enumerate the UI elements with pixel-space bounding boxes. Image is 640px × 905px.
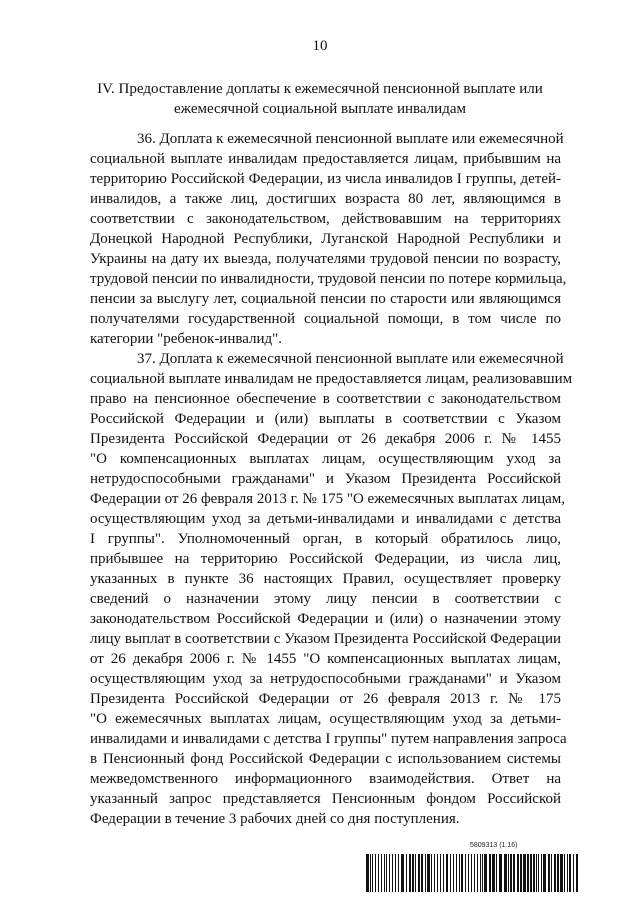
paragraph-line: пенсии за выслугу лет, социальной пенсии по старости или являющимся [90, 291, 561, 307]
paragraph-line: социальной выплате инвалидам не предоставляется лицам, реализовавшим [90, 371, 573, 387]
section-title-line: ежемесячной социальной выплате инвалидам [174, 101, 466, 117]
paragraph-line: Украины на дату их выезда, получателями трудовой пенсии по возрасту, [90, 251, 561, 267]
paragraph-line: Президента Российской Федерации от 26 декабря 2006 г. № 1455 [90, 431, 561, 447]
paragraph-line: инвалидов, а также лиц, достигших возраста 80 лет, являющимся в [90, 191, 561, 207]
paragraph-36 [90, 129, 567, 349]
paragraph-line: прибывшее на территорию Российской Федерации, из числа лиц, [90, 551, 561, 567]
document-code: 5809313 (1.16) [470, 842, 518, 849]
page-number: 10 [312, 38, 328, 54]
paragraph-line: I группы". Уполномоченный орган, в который обратилось лицо, [90, 531, 561, 547]
paragraph-line: 36. Доплата к ежемесячной пенсионной выплате или ежемесячной [137, 131, 564, 147]
paragraph-line: "О ежемесячных выплатах лицам, осуществляющим уход за детьми- [90, 711, 561, 727]
paragraph-line: Российской Федерации и (или) выплаты в соответствии с Указом [90, 411, 561, 427]
paragraph-line: инвалидами и инвалидами с детства I группы" путем направления запроса [90, 731, 567, 747]
paragraph-line: лицу выплат в соответствии с Указом Президента Российской Федерации [90, 631, 561, 647]
paragraph-line: сведений о назначении этому лицу пенсии в соответствии с [90, 591, 561, 607]
paragraph-line: соответствии с законодательством, действовавшим на территориях [90, 211, 561, 227]
paragraph-line: в Пенсионный фонд Российской Федерации с использованием системы [90, 751, 561, 767]
paragraph-line: право на пенсионное обеспечение в соответствии с законодательством [90, 391, 561, 407]
paragraph-line: 37. Доплата к ежемесячной пенсионной выплате или ежемесячной [137, 351, 564, 367]
paragraph-line: указанный запрос представляется Пенсионным фондом Российской [90, 791, 561, 807]
paragraph-line: осуществляющим уход за нетрудоспособными гражданами" и Указом [90, 671, 561, 687]
section-title-line: IV. Предоставление доплаты к ежемесячной пенсионной выплате или [97, 81, 543, 97]
paragraph-line: Президента Российской Федерации от 26 февраля 2013 г. № 175 [90, 691, 561, 707]
section-title [90, 79, 550, 119]
paragraph-line: межведомственного информационного взаимодействия. Ответ на [90, 771, 561, 787]
paragraph-line: "О компенсационных выплатах лицам, осуществляющим уход за [90, 451, 561, 467]
paragraph-line: Федерации в течение 3 рабочих дней со дня поступления. [90, 811, 460, 827]
paragraph-line: Донецкой Народной Республики, Луганской Народной Республики и [90, 231, 561, 247]
paragraph-line: законодательством Российской Федерации и (или) о назначении этому [90, 611, 561, 627]
paragraph-line: трудовой пенсии по инвалидности, трудовой пенсии по потере кормильца, [90, 271, 567, 287]
paragraph-line: нетрудоспособными гражданами" и Указом Президента Российской [90, 471, 561, 487]
paragraph-line: категории "ребенок-инвалид". [90, 331, 283, 347]
paragraph-line: осуществляющим уход за детьми-инвалидами и инвалидами с детства [90, 511, 561, 527]
paragraph-line: социальной выплате инвалидам предоставляется лицам, прибывшим на [90, 151, 561, 167]
paragraph-37 [90, 349, 573, 829]
paragraph-line: Федерации от 26 февраля 2013 г. № 175 "О ежемесячных выплатах лицам, [90, 491, 566, 507]
paragraph-line: указанных в пункте 36 настоящих Правил, осуществляет проверку [90, 571, 561, 587]
paragraph-line: получателями государственной социальной помощи, в том числе по [90, 311, 561, 327]
barcode-icon [365, 844, 580, 892]
paragraph-line: территорию Российской Федерации, из числа инвалидов I группы, детей- [90, 171, 561, 187]
paragraph-line: от 26 декабря 2006 г. № 1455 "О компенсационных выплатах лицам, [90, 651, 561, 667]
